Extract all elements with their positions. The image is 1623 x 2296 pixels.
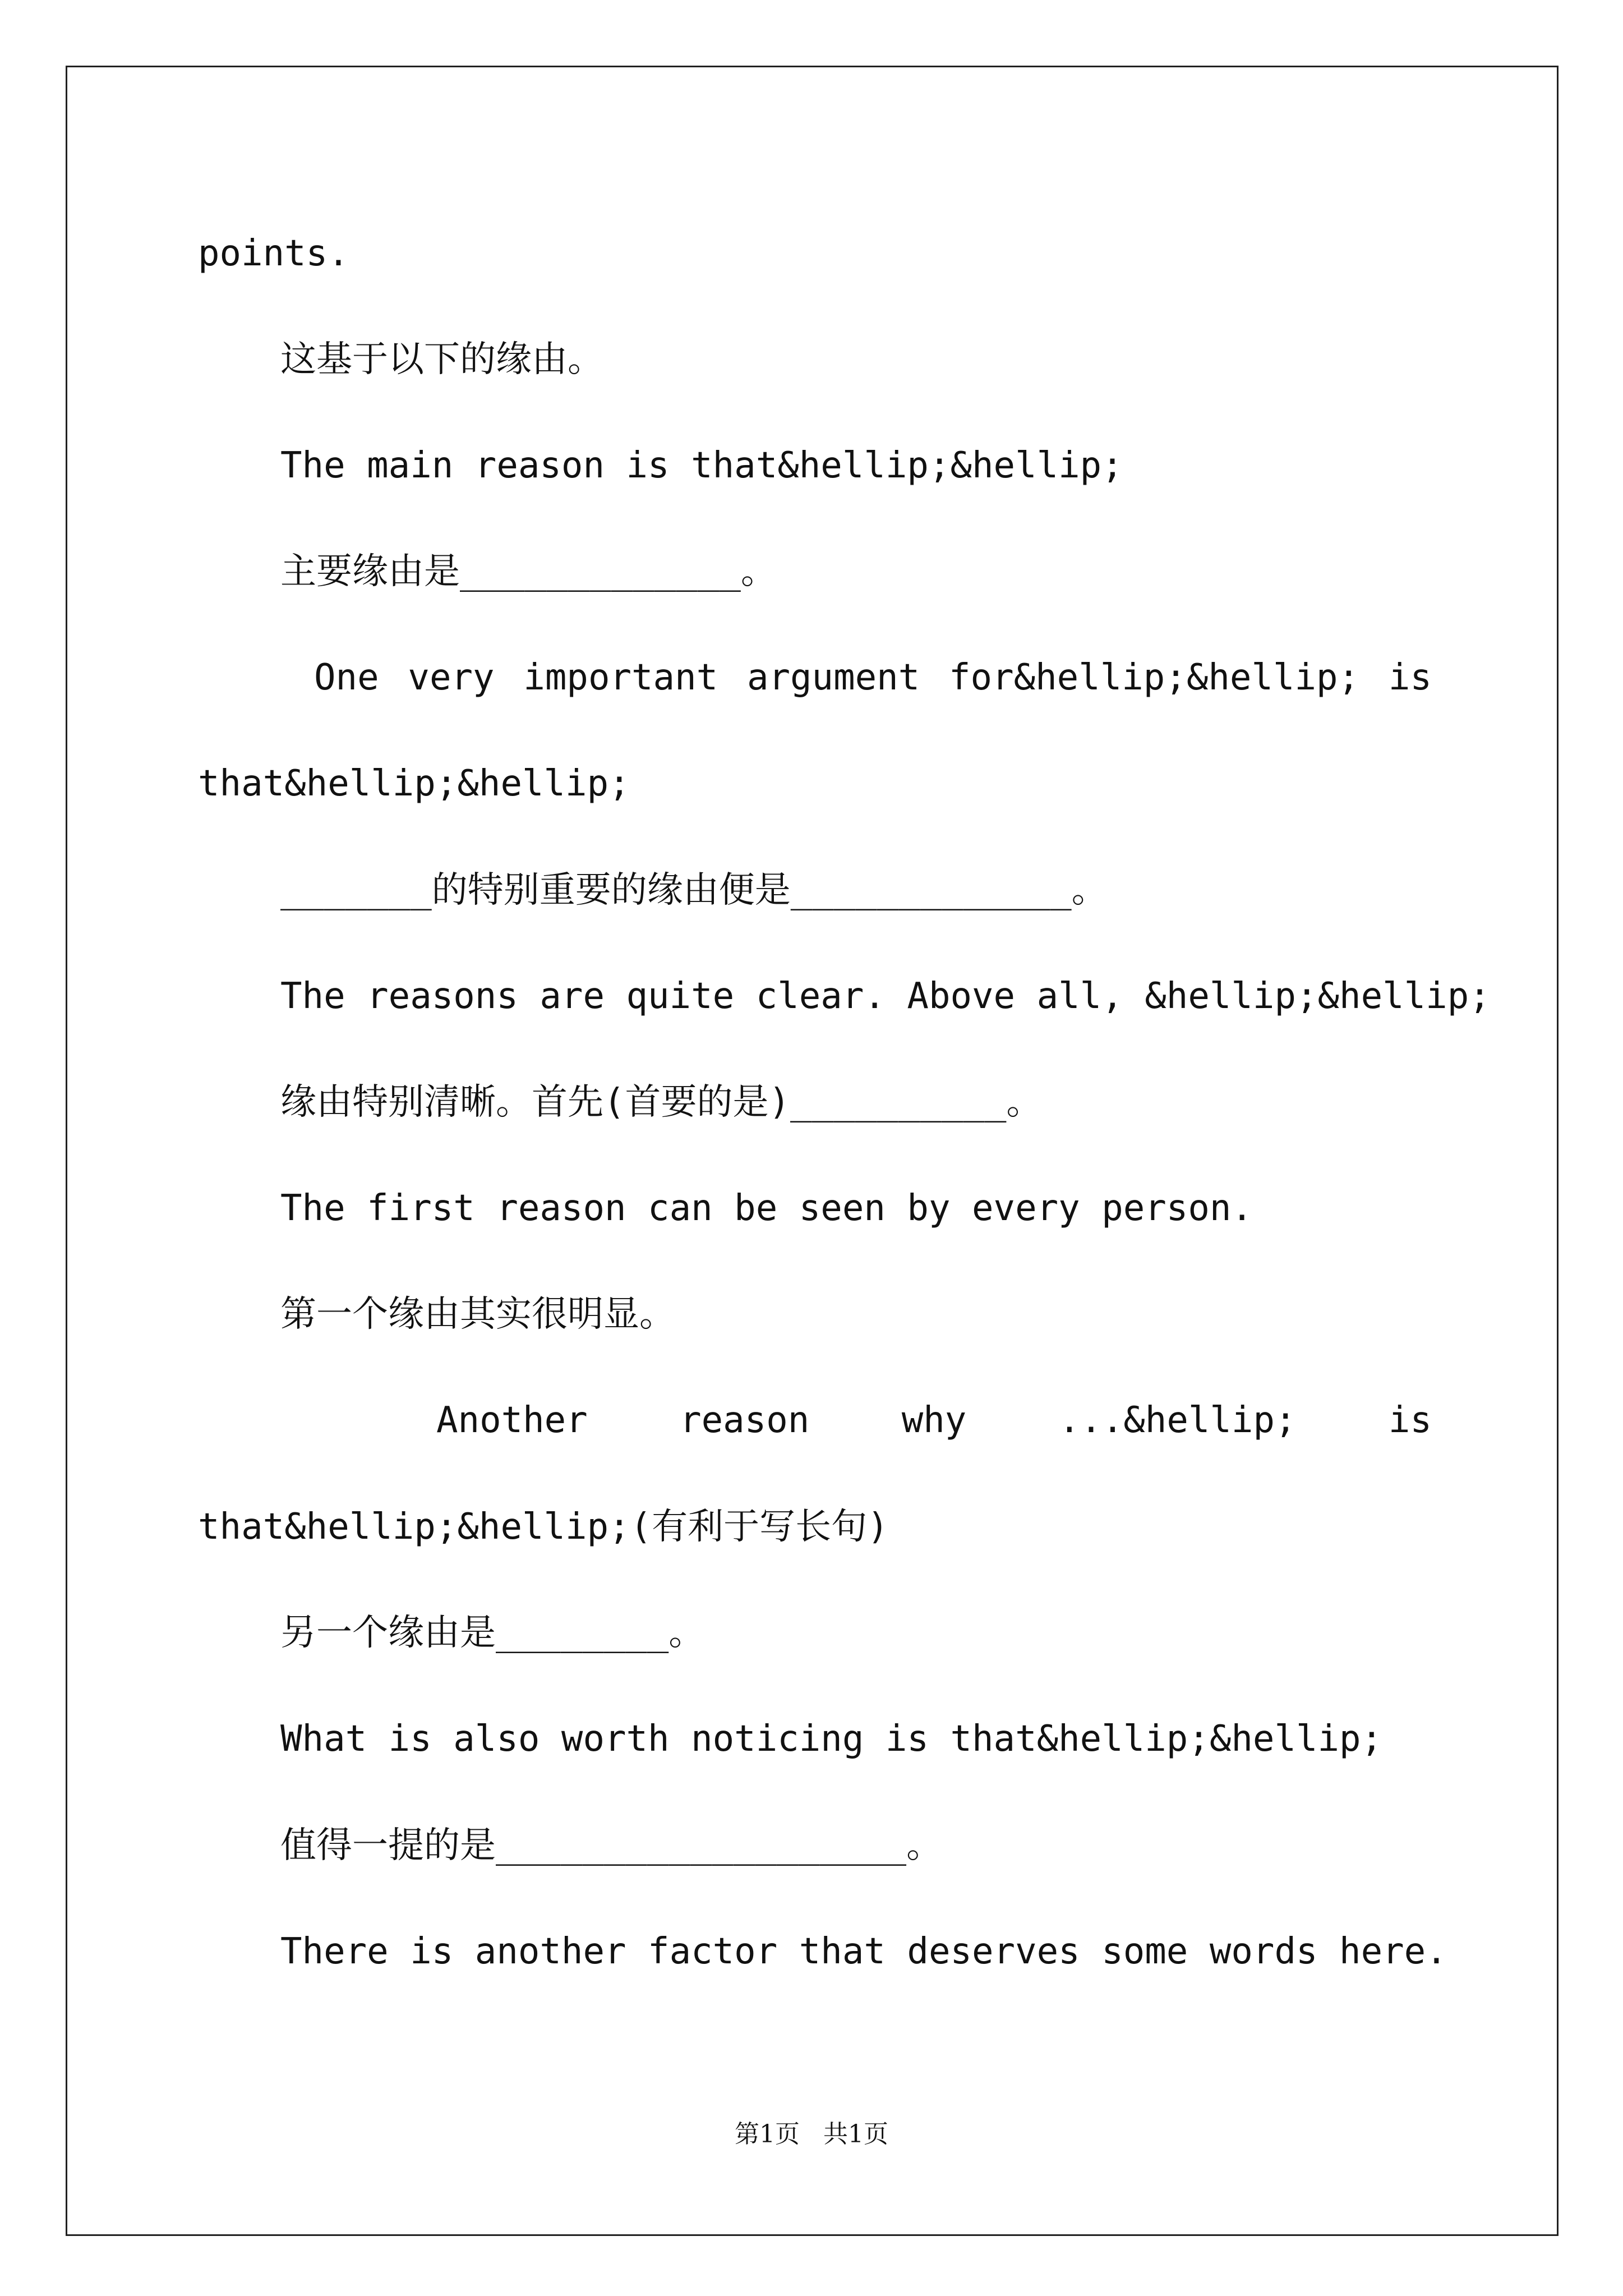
word: One — [314, 657, 379, 698]
text-line-11: 第一个缘由其实很明显。 — [280, 1294, 675, 1335]
word: reason — [680, 1400, 810, 1441]
word: argument — [746, 657, 920, 698]
text-line-13: that&hellip;&hellip;(有利于写长句) — [198, 1506, 889, 1548]
page-footer: 第1页 共1页 — [735, 2120, 888, 2148]
word: ...&hellip; — [1058, 1400, 1297, 1441]
text-line-15: What is also worth noticing is that&hellip;&hellip; — [280, 1718, 1383, 1760]
text-line-3: The main reason is that&hellip;&hellip; — [280, 445, 1123, 486]
text-line-12 — [436, 1392, 1432, 1448]
page-border — [66, 66, 1559, 2236]
text-line-10: The first reason can be seen by every person. — [280, 1188, 1253, 1229]
text-line-14: 另一个缘由是________。 — [280, 1612, 705, 1654]
text-line-8: The reasons are quite clear. Above all, &hellip;&hellip; — [280, 976, 1491, 1017]
text-line-7: _______的特别重要的缘由便是_____________。 — [280, 869, 1108, 911]
text-line-2: 这基于以下的缘由。 — [280, 339, 603, 380]
text-line-6: that&hellip;&hellip; — [198, 763, 630, 804]
word: important — [523, 657, 718, 698]
word: very — [408, 657, 495, 698]
text-line-17: There is another factor that deserves some words here. — [280, 1931, 1447, 1972]
text-line-5 — [314, 650, 1432, 706]
word: is — [1388, 1400, 1432, 1441]
text-line-16: 值得一提的是___________________。 — [280, 1825, 943, 1866]
text-line-4: 主要缘由是_____________。 — [280, 551, 777, 592]
word: for&hellip;&hellip; — [949, 657, 1360, 698]
word: why — [901, 1400, 967, 1441]
word: Another — [436, 1400, 588, 1441]
text-line-9: 缘由特别清晰。首先(首要的是)__________。 — [280, 1082, 1043, 1123]
word: is — [1388, 657, 1432, 698]
text-line-1: points. — [198, 233, 349, 274]
